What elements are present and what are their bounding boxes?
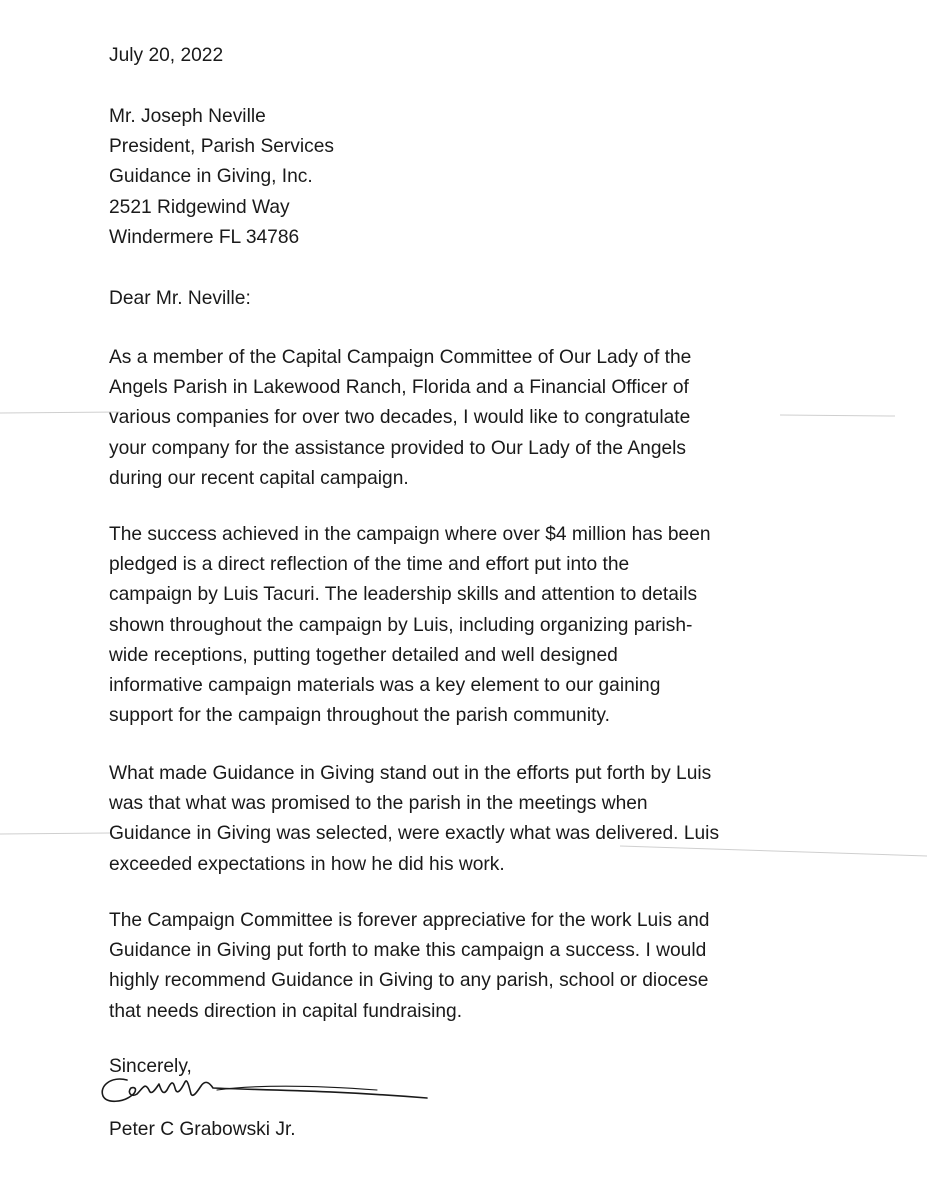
recipient-company: Guidance in Giving, Inc. — [109, 166, 313, 188]
signer-name: Peter C Grabowski Jr. — [109, 1119, 296, 1140]
text-line: pledged is a direct reflection of the time and effort put into the — [109, 554, 630, 576]
text-line: campaign by Luis Tacuri. The leadership skills and attention to details — [109, 584, 698, 606]
paragraph — [109, 906, 869, 1027]
text-line: The success achieved in the campaign where over $4 million has been — [109, 524, 711, 545]
text-line: The Campaign Committee is forever appreciative for the work Luis and — [109, 910, 710, 931]
text-line: exceeded expectations in how he did his work. — [109, 853, 505, 875]
text-line: Angels Parish in Lakewood Ranch, Florida and a Financial Officer of — [109, 377, 689, 399]
recipient-title: President, Parish Services — [109, 136, 335, 158]
text-line: What made Guidance in Giving stand out in the efforts put forth by Luis — [109, 763, 712, 784]
text-line: was that what was promised to the parish in the meetings when — [109, 793, 648, 815]
text-line: your company for the assistance provided to Our Lady of the Angels — [109, 437, 687, 459]
recipient-city: Windermere FL 34786 — [109, 226, 300, 248]
text-line: Guidance in Giving was selected, were exactly what was delivered. Luis — [109, 823, 720, 845]
text-line: informative campaign materials was a key element to our gaining — [109, 675, 661, 697]
text-line: that needs direction in capital fundraising. — [109, 1000, 463, 1022]
text-line: Guidance in Giving put forth to make this campaign a success. I would — [109, 940, 707, 962]
scan-artifact-line — [0, 826, 927, 862]
recipient-street: 2521 Ridgewind Way — [109, 196, 290, 218]
recipient-address — [109, 102, 334, 253]
paragraph — [109, 520, 869, 731]
letter-date: July 20, 2022 — [109, 45, 224, 66]
handwritten-signature — [97, 1068, 437, 1120]
text-line: wide receptions, putting together detailed and well designed — [109, 644, 618, 666]
text-line: various companies for over two decades, I would like to congratulate — [109, 407, 691, 429]
closing: Sincerely, — [109, 1056, 192, 1077]
salutation: Dear Mr. Neville: — [109, 288, 251, 309]
text-line: support for the campaign throughout the parish community. — [109, 705, 610, 727]
recipient-name: Mr. Joseph Neville — [109, 106, 266, 127]
text-line: shown throughout the campaign by Luis, including organizing parish- — [109, 614, 693, 636]
scan-artifact-line — [0, 405, 927, 425]
text-line: As a member of the Capital Campaign Committee of Our Lady of the — [109, 347, 692, 368]
text-line: highly recommend Guidance in Giving to any parish, school or diocese — [109, 970, 709, 992]
text-line: during our recent capital campaign. — [109, 467, 409, 489]
